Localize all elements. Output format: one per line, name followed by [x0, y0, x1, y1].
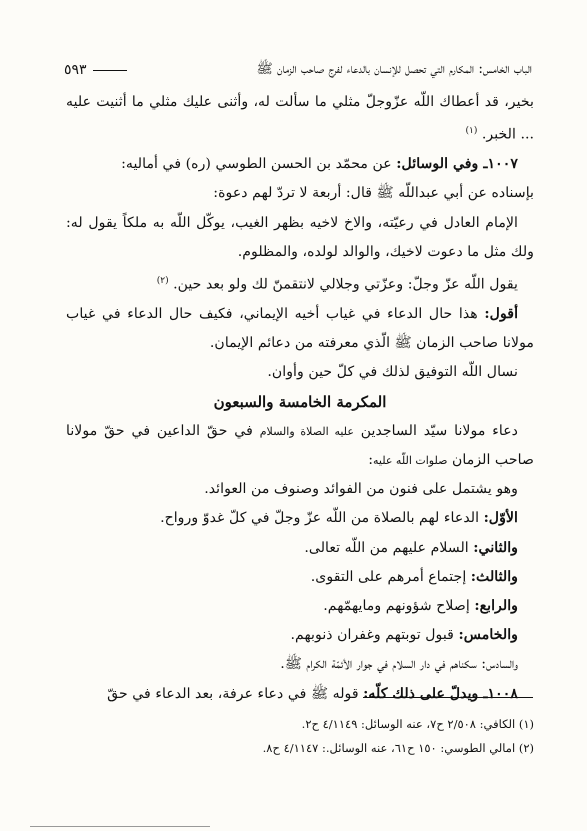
footnote-divider	[363, 697, 533, 698]
list-text-2: السلام عليهم من اللّه تعالى.	[304, 539, 469, 556]
paragraph-5	[66, 267, 534, 300]
paragraph-2	[66, 150, 534, 179]
honorific-2: صلوات اللّه عليه	[373, 453, 448, 467]
hadith-number-1007: ١٠٠٧ـ وفي الوسائل:	[396, 156, 518, 173]
page-bottom-line	[30, 826, 210, 827]
paragraph-1	[66, 88, 534, 150]
section-heading: المكرمة الخامسة والسبعون	[213, 392, 387, 411]
list-text-5: قبول توبتهم وغفران ذنوبهم.	[290, 627, 454, 644]
paragraph-10-text: قوله ﷺ في دعاء عرفة، بعد الدعاء في حقّ	[107, 685, 359, 702]
hadith-number-1008: ١٠٠٨ـ ويدلّ على ذلك كلّه:	[363, 685, 518, 702]
paragraph-1-text: بخير، قد أعطاك اللّه عزّوجلّ مثلي ما سألت له، وأثنى عليك مثلي ما أثنيت عليه ... الخبر.	[66, 94, 534, 143]
paragraph-8-a: دعاء مولانا سيّد الساجدين	[360, 422, 518, 439]
list-label-5: والخامس:	[458, 627, 518, 644]
list-label-4: والرابع:	[474, 597, 518, 614]
paragraph-6	[66, 300, 534, 358]
paragraph-2-text: عن محمّد بن الحسن الطوسي (ره) في أماليه:	[121, 156, 392, 173]
page-number-group	[64, 62, 133, 78]
list-text-4: إصلاح شؤونهم ومايهمّهم.	[323, 597, 470, 614]
paragraph-6-text: هذا حال الدعاء في غياب أخيه الإيماني، فكيف حال الدعاء في غياب مولانا صاحب الزمان ﷺ الّذي معرفته من دعائم الإيمان.	[66, 305, 534, 352]
list-item-5	[66, 621, 534, 650]
footnote-1: (١) الكافي: ٢/٥٠٨ ح٧، عنه الوسائل: ٤/١١٤٩ ح٢.	[301, 717, 534, 731]
header-dash	[93, 70, 127, 71]
list-item-3	[66, 563, 534, 592]
list-text-6: سكناهم في دار السلام في جوار الأئمّة الكرام ﷺ.	[280, 656, 477, 673]
footnotes	[66, 712, 534, 760]
paragraph-8	[66, 417, 534, 475]
footnote-ref-2: (٢)	[156, 275, 169, 286]
list-text-1: الدعاء لهم بالصلاة من اللّه عزّ وجلّ في كلّ غدوّ ورواح.	[160, 510, 480, 527]
list-item-4	[66, 592, 534, 621]
list-label-2: والثاني:	[473, 539, 518, 556]
aqul-label: أقول:	[484, 305, 519, 322]
main-text	[66, 88, 534, 709]
paragraph-10	[66, 680, 534, 709]
honorific-1: عليه الصلاة والسلام	[259, 424, 354, 438]
list-label-1: الأوّل:	[483, 510, 518, 527]
list-text-3: إجتماع أمرهم على التقوى.	[310, 568, 467, 585]
list-item-1	[66, 504, 534, 533]
paragraph-8-b: في حقّ الداعين في حقّ مولانا صاحب الزمان	[66, 422, 534, 468]
paragraph-4: الإمام العادل في رعيّته، والاخ لاخيه بظهر الغيب، يوكّل اللّه به ملكاً يقول له: ولك مثل ما دعوت لاخيك، والوالد لولده، والمظلوم.	[66, 214, 534, 260]
list-label-3: والثالث:	[470, 568, 518, 585]
page-number: ٥٩٣	[64, 62, 87, 78]
footnote-2: (٢) امالي الطوسي: ١٥٠ ح٦١، عنه الوسائل.: ٤/١١٤٧ ح٨.	[262, 741, 534, 755]
running-header	[64, 58, 532, 82]
running-title: الباب الخامس: المكارم التي تحصل للإنسان بالدعاء لفرج صاحب الزمان ﷺ	[256, 61, 532, 77]
paragraph-3: بإسناده عن أبي عبداللّه ﷺ قال: أربعة لا تردّ لهم دعوة:	[213, 185, 534, 202]
list-item-6	[66, 650, 534, 679]
footnote-ref-1: (١)	[465, 126, 478, 137]
paragraph-5-text: يقول اللّه عزّ وجلّ: وعزّتي وجلالي لانتقمنّ لك ولو بعد حين.	[173, 276, 518, 293]
paragraph-9: وهو يشتمل على فنون من الفوائد وصنوف من العوائد.	[204, 481, 518, 498]
list-item-2	[66, 534, 534, 563]
paragraph-7: نسال اللّه التوفيق لذلك في كلّ حين وأوان.	[267, 364, 518, 381]
paragraph-8-c: :	[368, 451, 374, 468]
list-label-6: والسادس:	[481, 656, 518, 673]
